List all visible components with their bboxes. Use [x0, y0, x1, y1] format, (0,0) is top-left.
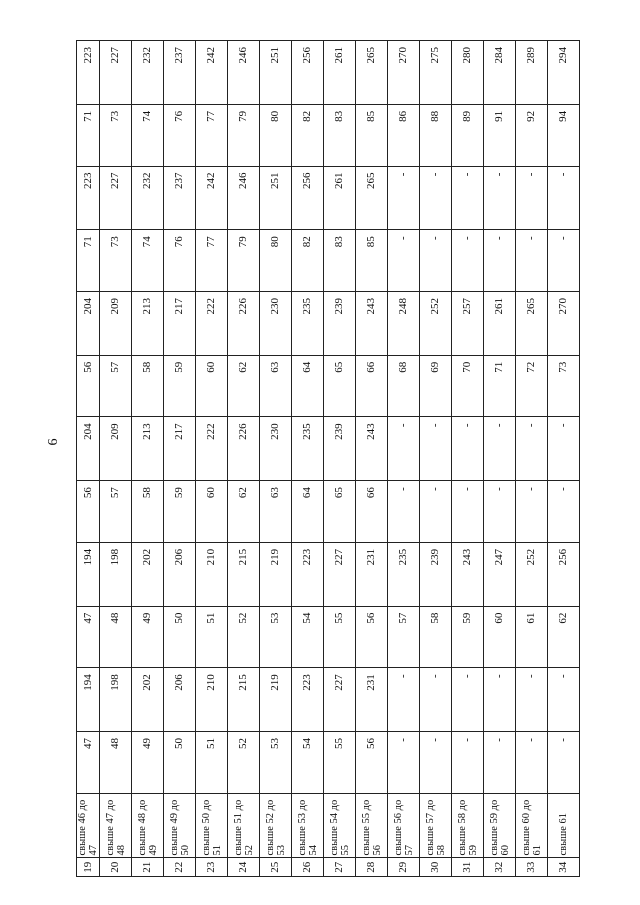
row-range-label: свыше 56 до 57 [388, 793, 420, 858]
table-cell: 60 [196, 481, 228, 543]
table-cell: - [420, 166, 452, 230]
table-cell: 49 [132, 732, 164, 794]
table-cell: 223 [292, 542, 324, 606]
table-cell: 230 [260, 291, 292, 355]
table-cell: 210 [196, 668, 228, 732]
data-table [76, 40, 580, 877]
table-cell: 265 [356, 41, 388, 105]
table-cell: 206 [164, 542, 196, 606]
table-cell: - [452, 481, 484, 543]
table-cell: 227 [324, 668, 356, 732]
table-cell: 204 [77, 291, 100, 355]
table-cell: 198 [100, 668, 132, 732]
table-cell: 243 [356, 291, 388, 355]
table-body [77, 41, 580, 877]
table-cell: - [420, 481, 452, 543]
row-range-label: свыше 59 до 60 [484, 793, 516, 858]
table-cell: 69 [420, 355, 452, 417]
table-cell: - [516, 166, 548, 230]
table-cell: 77 [196, 230, 228, 292]
table-row [356, 41, 388, 877]
table-cell: 261 [324, 41, 356, 105]
table-cell: 284 [484, 41, 516, 105]
table-cell: 74 [132, 104, 164, 166]
row-range-label: свыше 61 [548, 793, 580, 858]
table-row [292, 41, 324, 877]
table-cell: - [388, 417, 420, 481]
table-cell: 56 [77, 355, 100, 417]
row-range-label: свыше 54 до 55 [324, 793, 356, 858]
table-cell: 48 [100, 606, 132, 668]
row-range-label: свыше 49 до 50 [164, 793, 196, 858]
table-cell: 204 [77, 417, 100, 481]
table-cell: 231 [356, 668, 388, 732]
row-number: 25 [260, 858, 292, 877]
table-cell: 47 [77, 732, 100, 794]
table-cell: 210 [196, 542, 228, 606]
table-cell: 76 [164, 104, 196, 166]
row-range-label: свыше 55 до 56 [356, 793, 388, 858]
row-number: 20 [100, 858, 132, 877]
row-range-label: свыше 58 до 59 [452, 793, 484, 858]
table-cell: - [484, 732, 516, 794]
table-cell: 57 [100, 355, 132, 417]
table-cell: 222 [196, 291, 228, 355]
table-cell: 265 [356, 166, 388, 230]
table-cell: 252 [420, 291, 452, 355]
table-cell: - [420, 668, 452, 732]
table-cell: 194 [77, 668, 100, 732]
table-cell: 72 [516, 355, 548, 417]
table-cell: 94 [548, 104, 580, 166]
table-cell: - [548, 417, 580, 481]
table-cell: - [484, 417, 516, 481]
table-row [164, 41, 196, 877]
table-cell: 70 [452, 355, 484, 417]
table-cell: 243 [452, 542, 484, 606]
row-range-label: свыше 52 до 53 [260, 793, 292, 858]
table-cell: 235 [292, 417, 324, 481]
table-cell: 242 [196, 41, 228, 105]
table-cell: 73 [548, 355, 580, 417]
table-cell: 261 [324, 166, 356, 230]
table-cell: - [548, 166, 580, 230]
table-cell: 55 [324, 606, 356, 668]
row-range-label: свыше 46 до 47 [77, 793, 100, 858]
row-number: 28 [356, 858, 388, 877]
table-cell: 294 [548, 41, 580, 105]
table-cell: 62 [228, 355, 260, 417]
table-cell: 73 [100, 104, 132, 166]
table-cell: 71 [77, 104, 100, 166]
row-number: 26 [292, 858, 324, 877]
table-cell: 76 [164, 230, 196, 292]
table-cell: 63 [260, 355, 292, 417]
table-cell: 270 [388, 41, 420, 105]
row-range-label: свыше 60 до 61 [516, 793, 548, 858]
table-cell: - [452, 166, 484, 230]
table-cell: 226 [228, 417, 260, 481]
table-cell: 68 [388, 355, 420, 417]
table-cell: 82 [292, 104, 324, 166]
table-cell: 57 [100, 481, 132, 543]
table-row [228, 41, 260, 877]
table-cell: 275 [420, 41, 452, 105]
table-row [388, 41, 420, 877]
table-cell: 217 [164, 417, 196, 481]
table-cell: - [420, 230, 452, 292]
table-cell: - [548, 668, 580, 732]
table-cell: 52 [228, 606, 260, 668]
table-cell: 219 [260, 668, 292, 732]
table-cell: - [388, 481, 420, 543]
table-cell: 51 [196, 606, 228, 668]
table-cell: 235 [388, 542, 420, 606]
table-row [260, 41, 292, 877]
table-cell: - [516, 417, 548, 481]
table-cell: 50 [164, 606, 196, 668]
table-cell: 63 [260, 481, 292, 543]
table-cell: 55 [324, 732, 356, 794]
row-range-label: свыше 57 до 58 [420, 793, 452, 858]
table-cell: 48 [100, 732, 132, 794]
row-range-label: свыше 47 до 48 [100, 793, 132, 858]
table-cell: 246 [228, 41, 260, 105]
table-cell: - [452, 668, 484, 732]
table-cell: 202 [132, 668, 164, 732]
table-row [196, 41, 228, 877]
table-cell: 66 [356, 355, 388, 417]
table-cell: 222 [196, 417, 228, 481]
table-cell: 80 [260, 104, 292, 166]
table-cell: 86 [388, 104, 420, 166]
table-cell: 59 [164, 355, 196, 417]
table-cell: - [452, 230, 484, 292]
table-row [548, 41, 580, 877]
table-cell: 251 [260, 166, 292, 230]
table-cell: 58 [420, 606, 452, 668]
table-cell: 58 [132, 481, 164, 543]
row-range-label: свыше 50 до 51 [196, 793, 228, 858]
row-number: 21 [132, 858, 164, 877]
table-cell: - [420, 417, 452, 481]
table-cell: 71 [484, 355, 516, 417]
table-cell: 56 [356, 732, 388, 794]
table-cell: 256 [292, 166, 324, 230]
table-row [452, 41, 484, 877]
table-cell: 235 [292, 291, 324, 355]
table-cell: 227 [100, 166, 132, 230]
table-cell: 213 [132, 417, 164, 481]
table-cell: 64 [292, 481, 324, 543]
table-cell: 237 [164, 41, 196, 105]
table-row [516, 41, 548, 877]
table-cell: 202 [132, 542, 164, 606]
table-cell: 56 [77, 481, 100, 543]
row-number: 24 [228, 858, 260, 877]
table-cell: 248 [388, 291, 420, 355]
table-cell: - [516, 481, 548, 543]
table-cell: 56 [356, 606, 388, 668]
row-number: 23 [196, 858, 228, 877]
table-cell: 53 [260, 732, 292, 794]
table-cell: 239 [324, 291, 356, 355]
table-cell: 73 [100, 230, 132, 292]
table-cell: - [484, 230, 516, 292]
row-number: 32 [484, 858, 516, 877]
table-cell: 74 [132, 230, 164, 292]
table-cell: 230 [260, 417, 292, 481]
table-cell: 83 [324, 104, 356, 166]
table-cell: 242 [196, 166, 228, 230]
table-cell: 256 [292, 41, 324, 105]
table-cell: 256 [548, 542, 580, 606]
table-cell: 58 [132, 355, 164, 417]
table-cell: 91 [484, 104, 516, 166]
table-cell: 79 [228, 104, 260, 166]
table-cell: 82 [292, 230, 324, 292]
table-cell: 232 [132, 41, 164, 105]
row-number: 22 [164, 858, 196, 877]
table-row [100, 41, 132, 877]
table-cell: - [548, 732, 580, 794]
table-cell: 265 [516, 291, 548, 355]
table-cell: - [548, 230, 580, 292]
table-cell: 206 [164, 668, 196, 732]
table-cell: - [484, 166, 516, 230]
table-cell: 227 [324, 542, 356, 606]
table-cell: - [548, 481, 580, 543]
table-cell: - [452, 732, 484, 794]
table-cell: 246 [228, 166, 260, 230]
table-row [132, 41, 164, 877]
table-row [324, 41, 356, 877]
row-number: 29 [388, 858, 420, 877]
table-cell: 57 [388, 606, 420, 668]
table-cell: 59 [452, 606, 484, 668]
table-cell: - [388, 668, 420, 732]
table-cell: 62 [548, 606, 580, 668]
table-cell: 83 [324, 230, 356, 292]
table-cell: 209 [100, 291, 132, 355]
table-cell: 198 [100, 542, 132, 606]
table-cell: - [484, 668, 516, 732]
row-number: 19 [77, 858, 100, 877]
table-cell: 280 [452, 41, 484, 105]
table-cell: 79 [228, 230, 260, 292]
table-cell: 65 [324, 355, 356, 417]
table-cell: 85 [356, 230, 388, 292]
table-cell: 89 [452, 104, 484, 166]
table-cell: - [516, 668, 548, 732]
table-cell: - [516, 732, 548, 794]
table-cell: 65 [324, 481, 356, 543]
table-cell: 92 [516, 104, 548, 166]
table-cell: - [452, 417, 484, 481]
table-cell: 270 [548, 291, 580, 355]
table-cell: 88 [420, 104, 452, 166]
table-cell: 223 [77, 41, 100, 105]
page-number: 6 [46, 438, 61, 446]
row-number: 34 [548, 858, 580, 877]
table-cell: 215 [228, 668, 260, 732]
table-cell: 219 [260, 542, 292, 606]
table-cell: 60 [484, 606, 516, 668]
table-cell: 85 [356, 104, 388, 166]
table-cell: 223 [77, 166, 100, 230]
table-cell: 289 [516, 41, 548, 105]
table-row [420, 41, 452, 877]
table-cell: 213 [132, 291, 164, 355]
table-cell: - [484, 481, 516, 543]
table-cell: 66 [356, 481, 388, 543]
table-cell: 71 [77, 230, 100, 292]
table-cell: 251 [260, 41, 292, 105]
table-cell: 47 [77, 606, 100, 668]
row-range-label: свыше 53 до 54 [292, 793, 324, 858]
table-cell: 53 [260, 606, 292, 668]
table-cell: - [388, 166, 420, 230]
table-cell: 50 [164, 732, 196, 794]
table-cell: 54 [292, 606, 324, 668]
row-number: 31 [452, 858, 484, 877]
table-cell: - [516, 230, 548, 292]
table-cell: 239 [420, 542, 452, 606]
table-cell: 54 [292, 732, 324, 794]
row-range-label: свыше 51 до 52 [228, 793, 260, 858]
table-cell: 227 [100, 41, 132, 105]
row-number: 30 [420, 858, 452, 877]
table-cell: 209 [100, 417, 132, 481]
table-cell: 257 [452, 291, 484, 355]
table-cell: 243 [356, 417, 388, 481]
table-row [484, 41, 516, 877]
row-number: 33 [516, 858, 548, 877]
table-cell: 261 [484, 291, 516, 355]
table-cell: 237 [164, 166, 196, 230]
table-cell: - [420, 732, 452, 794]
table-cell: 252 [516, 542, 548, 606]
table-cell: 247 [484, 542, 516, 606]
table-row [77, 41, 100, 877]
rotated-table-frame [76, 40, 569, 877]
row-number: 27 [324, 858, 356, 877]
table-cell: 231 [356, 542, 388, 606]
table-cell: 49 [132, 606, 164, 668]
table-cell: - [388, 230, 420, 292]
table-cell: 60 [196, 355, 228, 417]
row-range-label: свыше 48 до 49 [132, 793, 164, 858]
table-cell: 59 [164, 481, 196, 543]
table-cell: 223 [292, 668, 324, 732]
table-cell: 217 [164, 291, 196, 355]
table-cell: 226 [228, 291, 260, 355]
table-cell: 77 [196, 104, 228, 166]
table-cell: 232 [132, 166, 164, 230]
table-cell: 80 [260, 230, 292, 292]
table-cell: 239 [324, 417, 356, 481]
table-cell: 215 [228, 542, 260, 606]
table-cell: 194 [77, 542, 100, 606]
table-cell: 62 [228, 481, 260, 543]
table-cell: 51 [196, 732, 228, 794]
table-cell: - [388, 732, 420, 794]
table-cell: 64 [292, 355, 324, 417]
table-cell: 61 [516, 606, 548, 668]
table-cell: 52 [228, 732, 260, 794]
